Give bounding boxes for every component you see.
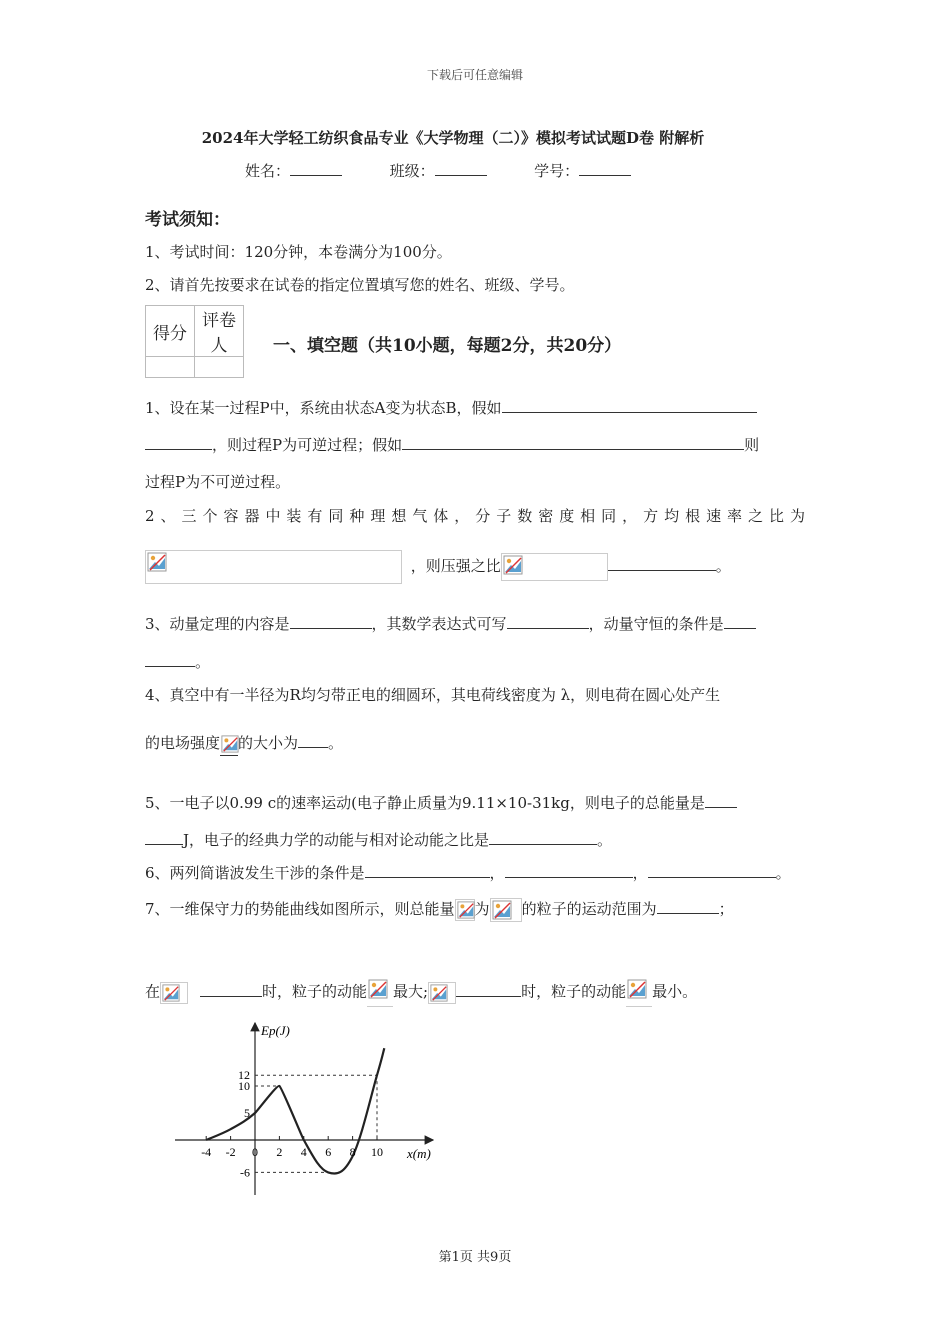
x-tick-label: 2: [276, 1145, 283, 1159]
x-tick-label: -4: [201, 1145, 212, 1159]
q7-line2: [145, 978, 697, 1007]
q3-blank-1[interactable]: [290, 614, 372, 629]
q4-text-a: 4、真空中有一半径为R均匀带正电的细圆环，其电荷线密度为 λ，则电荷在圆心处产生: [145, 686, 721, 704]
q5-text-c: 。: [597, 831, 613, 849]
exam-title: 2024年大学轻工纺织食品专业《大学物理（二）》模拟考试试题D卷 附解析: [201, 129, 705, 147]
x-tick-label: 10: [371, 1145, 383, 1159]
q7-text-a: 7、一维保守力的势能曲线如图所示，则总能量: [145, 900, 455, 918]
name-field[interactable]: [290, 161, 342, 176]
page-header: 下载后可任意编辑: [426, 68, 523, 82]
q6-sep-1: ，: [489, 864, 505, 882]
q3-blank-2[interactable]: [507, 614, 589, 629]
q2-line2: [145, 550, 731, 584]
section-title: 一、填空题（共10小题，每题2分，共20分）: [273, 336, 622, 356]
page-footer: 第1页 共9页: [438, 1250, 512, 1265]
broken-image-icon: [430, 984, 448, 1002]
broken-image-icon: [147, 552, 167, 572]
q5-blank-1[interactable]: [705, 793, 737, 808]
notice-heading: 考试须知：: [145, 210, 230, 230]
q5-text-a: 5、一电子以0.99 c的速率运动(电子静止质量为9.11×10-31kg，则电子的总能量是: [145, 794, 705, 812]
q3-blank-3[interactable]: [724, 614, 756, 629]
q2-image-placeholder: [145, 550, 402, 584]
q5-blank-1b[interactable]: [145, 830, 183, 845]
q7-text-c: 的粒子的运动范围为: [521, 900, 657, 918]
id-field[interactable]: [579, 161, 631, 176]
q5-text-b: J，电子的经典力学的动能与相对论动能之比是: [183, 831, 490, 849]
q7-text-b: 为: [474, 900, 490, 918]
q6-blank-2[interactable]: [505, 863, 633, 878]
broken-image-icon: [368, 979, 388, 999]
q1-text-c: 则: [744, 436, 760, 454]
q7-image-x2: [428, 982, 456, 1004]
q7-text-f: 时，粒子的动能: [262, 982, 368, 1001]
q3-line1: [145, 613, 756, 634]
q4-text-c: 的大小为: [238, 734, 299, 752]
q5-line2: [145, 829, 612, 850]
potential-energy-chart: [165, 1015, 455, 1205]
q6-blank-3[interactable]: [648, 863, 776, 878]
q7-image-ek1: [367, 978, 393, 1007]
q3-blank-3b[interactable]: [145, 652, 195, 667]
broken-image-icon: [492, 900, 512, 920]
broken-image-icon: [221, 734, 239, 754]
score-table: [145, 305, 244, 378]
q4-blank[interactable]: [298, 733, 328, 748]
q6-blank-1[interactable]: [365, 863, 490, 878]
x-tick-label: 6: [325, 1145, 332, 1159]
q7-image-x1: [160, 982, 188, 1004]
q7-text-i: 最小。: [652, 982, 698, 1001]
q4-text-d: 。: [328, 734, 344, 752]
student-info: [245, 160, 631, 181]
q7-text-g: 最大;: [393, 982, 429, 1001]
q7-line1: [145, 898, 734, 922]
q4-text-b: 的电场强度: [145, 734, 221, 752]
grader-cell[interactable]: [195, 357, 244, 378]
q2-text-c: 。: [715, 557, 731, 575]
x-tick-label: -2: [225, 1145, 236, 1159]
y-tick-label: 5: [244, 1106, 250, 1120]
q4-image-placeholder: [220, 733, 238, 756]
q1-text-b: ，则过程P为可逆过程；假如: [212, 436, 403, 454]
q1-text-d: 过程P为不可逆过程。: [145, 473, 291, 491]
q6-text-a: 6、两列简谐波发生干涉的条件是: [145, 864, 365, 882]
q3-text-c: ，动量守恒的条件是: [588, 615, 724, 633]
q4-line2: [145, 732, 343, 756]
q7-image-ek2: [626, 978, 652, 1007]
class-label: 班级：: [389, 162, 435, 180]
q1-line1: [145, 397, 757, 418]
name-label: 姓名：: [245, 162, 291, 180]
q1-line2: [145, 434, 759, 455]
score-cell[interactable]: [146, 357, 195, 378]
q1-blank-1[interactable]: [502, 398, 757, 413]
q5-blank-2[interactable]: [489, 830, 597, 845]
id-label: 学号：: [534, 162, 580, 180]
q7-text-e: 在: [145, 982, 161, 1001]
q3-text-a: 3、动量定理的内容是: [145, 615, 290, 633]
q3-line2: [145, 651, 210, 672]
y-tick-label: 10: [238, 1079, 250, 1093]
q3-text-d: 。: [195, 653, 211, 671]
broken-image-icon: [162, 984, 180, 1002]
x-tick-label: 4: [300, 1145, 307, 1159]
q7-image-E: [455, 899, 475, 921]
q5-line1: [145, 792, 737, 813]
q6-sep-2: ，: [632, 864, 648, 882]
q6-line: [145, 862, 791, 883]
y-tick-label: -6: [240, 1165, 250, 1180]
q7-text-d: ；: [718, 900, 734, 918]
q2-text-a: 2、三个容器中装有同种理想气体，分子数密度相同，方均根速率之比为: [145, 507, 805, 525]
notice-item-2: 2、请首先按要求在试卷的指定位置填写您的姓名、班级、学号。: [145, 276, 575, 294]
grader-header: 评卷人: [195, 306, 244, 357]
score-header: 得分: [146, 306, 195, 357]
y-tick-label: 12: [238, 1068, 250, 1083]
broken-image-icon: [503, 555, 523, 575]
q2-image-placeholder-2: [501, 553, 608, 581]
q1-text-a: 1、设在某一过程P中，系统由状态A变为状态B，假如: [145, 399, 502, 417]
x-tick-label: 0: [252, 1145, 258, 1159]
q7-text-h: 时，粒子的动能: [521, 982, 627, 1001]
broken-image-icon: [457, 901, 475, 919]
broken-image-icon: [627, 979, 647, 999]
q7-image-value: [490, 898, 522, 922]
q7-blank-3[interactable]: [456, 982, 521, 997]
q3-text-b: ，其数学表达式可写: [371, 615, 507, 633]
notice-item-1: 1、考试时间：120分钟，本卷满分为100分。: [145, 243, 452, 261]
q2-blank[interactable]: [608, 556, 716, 571]
x-axis-label: x(m): [407, 1146, 431, 1161]
q7-blank-2[interactable]: [200, 982, 262, 997]
y-axis-label: Ep(J): [261, 1023, 290, 1038]
q6-end: 。: [775, 864, 791, 882]
q7-blank-1[interactable]: [657, 899, 719, 914]
q1-blank-2[interactable]: [402, 435, 744, 450]
q1-blank-1b[interactable]: [145, 435, 212, 450]
class-field[interactable]: [435, 161, 487, 176]
x-tick-label: 8: [349, 1145, 356, 1159]
q2-text-b: ，则压强之比: [410, 557, 501, 575]
